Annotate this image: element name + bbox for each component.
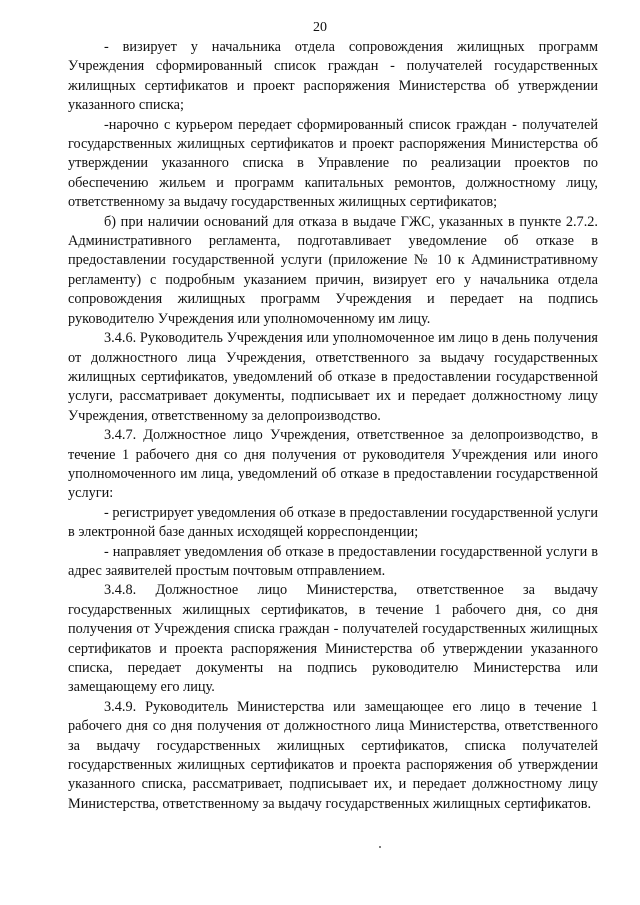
paragraph-endorse-list: - визирует у начальника отдела сопровождения жилищных программ Учреждения сформированный список граждан - получателей государственных жилищных сертификатов и проект распоряжения Министерства об утверждении указанного списка;	[68, 39, 598, 114]
paragraph-3-4-9: 3.4.9. Руководитель Министерства или замещающее его лицо в течение 1 рабочего дня со дня получения от должностного лица Министерства, ответственного за выдачу государственных жилищных сертификатов, списка получателей государственных жилищных сертификатов и проекта распоряжения об утверждении указанного списка, рассматривает, подписывает их, и передает должностному лицу Министерства, ответственному за выдачу государственных жилищных сертификатов.	[68, 698, 598, 812]
scan-speck	[379, 846, 381, 848]
paragraph-3-4-6: 3.4.6. Руководитель Учреждения или уполномоченное им лицо в день получения от должностного лица Учреждения, ответственного за выдачу государственных жилищных сертификатов, уведомлений об отказе в предоставлении государственной услуги, рассматривает документы, подписывает их и передает должностному лицу Учреждения, ответственному за делопроизводство.	[68, 330, 598, 424]
paragraph-courier-transfer: -нарочно с курьером передает сформированный список граждан - получателей государственных жилищных сертификатов и проект распоряжения Министерства об утверждении указанного списка в Управление по реализации проектов по обеспечению жильем и программ капитальных ремонтов, должностному лицу, ответственному за выдачу государственных жилищных сертификатов;	[68, 116, 598, 211]
page-number: 20	[313, 20, 327, 35]
paragraph-3-4-8: 3.4.8. Должностное лицо Министерства, ответственное за выдачу государственных жилищных сертификатов, в течение 1 рабочего дня, со дня получения от Учреждения списка граждан - получателей государственных жилищных сертификатов и проекта распоряжения Министерства об утверждении указанного списка, передает документы на подпись руководителю Министерства или замещающему его лицу.	[68, 582, 598, 696]
paragraph-send-notice: - направляет уведомления об отказе в предоставлении государственной услуги в адрес заявителей простым почтовым отправлением.	[68, 543, 598, 579]
document-body	[68, 38, 598, 814]
paragraph-refusal-grounds: б) при наличии оснований для отказа в выдаче ГЖС, указанных в пункте 2.7.2. Административного регламента, подготавливает уведомление об отказе в предоставлении государственной услуги (приложение № 10 к Административному регламенту) с подробным указанием причин, визирует его у начальника отдела сопровождения жилищных программ Учреждения и передает на подпись руководителю Учреждения или уполномоченному им лицу.	[68, 213, 598, 327]
paragraph-3-4-7: 3.4.7. Должностное лицо Учреждения, ответственное за делопроизводство, в течение 1 рабочего дня со дня получения от руководителя Учреждения или иного уполномоченного им лица, уведомлений об отказе в предоставлении государственной услуги:	[68, 427, 598, 502]
paragraph-register-notice: - регистрирует уведомления об отказе в предоставлении государственной услуги в электронной базе данных исходящей корреспонденции;	[68, 504, 598, 541]
